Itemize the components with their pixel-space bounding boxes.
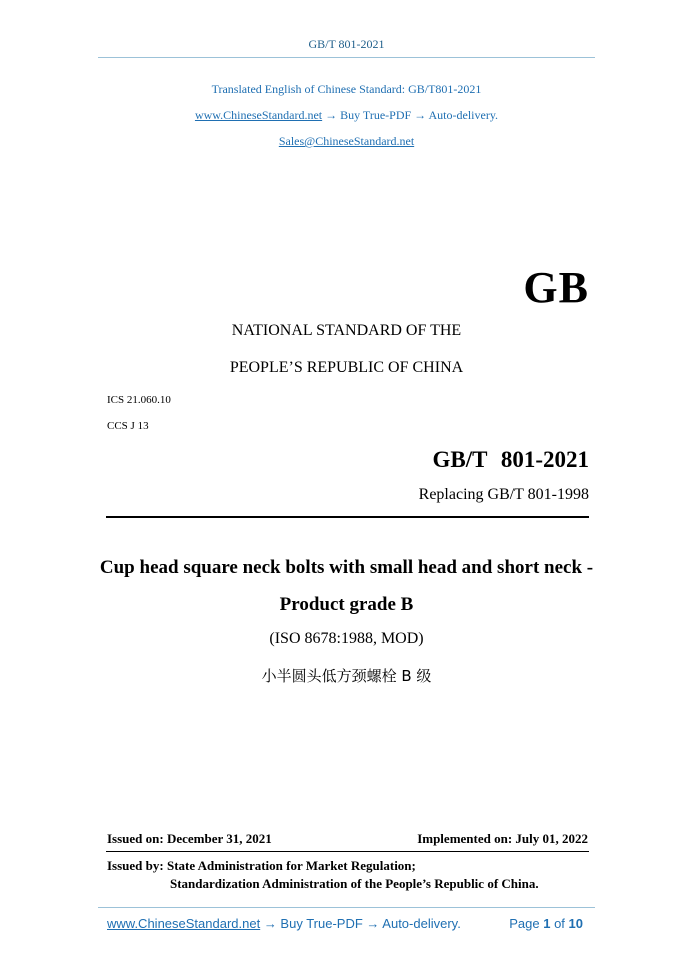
replacing-note: Replacing GB/T 801-1998 <box>418 486 589 503</box>
national-heading-line2: PEOPLE’S REPUBLIC OF CHINA <box>229 359 464 376</box>
promo-site-link[interactable]: www.ChineseStandard.net <box>194 108 323 122</box>
ccs-code: CCS J 13 <box>107 420 149 432</box>
header-divider <box>98 57 595 58</box>
page-total: 10 <box>568 916 583 931</box>
chinese-title: 小半圆头低方颈螺栓 B 级 <box>261 667 432 685</box>
title-divider <box>106 516 589 518</box>
running-header: GB/T 801-2021 <box>308 37 385 51</box>
gb-mark: GB <box>523 263 589 312</box>
implemented-on-date: Implemented on: July 01, 2022 <box>417 831 588 846</box>
page-current: 1 <box>543 916 551 931</box>
standard-number: GB/T 801-2021 <box>432 447 589 472</box>
ics-code: ICS 21.060.10 <box>107 394 171 406</box>
footer-site-link[interactable]: www.ChineseStandard.net <box>107 916 261 931</box>
english-title-line1: Cup head square neck bolts with small head and short neck - <box>99 557 594 578</box>
promo-buy-text: → Buy True-PDF → Auto-delivery. <box>322 108 499 122</box>
page-label: Page <box>509 916 540 931</box>
promo-email-link[interactable]: Sales@ChineseStandard.net <box>278 134 415 148</box>
promo-translation-line: Translated English of Chinese Standard: GB/T801-2021 <box>211 82 482 96</box>
page-indicator <box>509 916 583 931</box>
footer-divider <box>98 907 595 908</box>
iso-reference: (ISO 8678:1988, MOD) <box>269 630 424 647</box>
footer-buy-text: → Buy True-PDF → Auto-delivery. <box>260 916 461 931</box>
footer-buy-line <box>107 916 461 931</box>
dates-divider <box>106 851 589 852</box>
issued-by-line2: Standardization Administration of the People’s Republic of China. <box>170 876 539 891</box>
promo-email-line <box>0 134 693 149</box>
issued-by-line1: Issued by: State Administration for Market Regulation; <box>107 858 416 873</box>
issued-on-date: Issued on: December 31, 2021 <box>107 831 272 846</box>
page-of: of <box>554 916 565 931</box>
english-title-line2: Product grade B <box>279 594 414 615</box>
promo-buy-line <box>0 108 693 123</box>
national-heading-line1: NATIONAL STANDARD OF THE <box>231 322 462 339</box>
